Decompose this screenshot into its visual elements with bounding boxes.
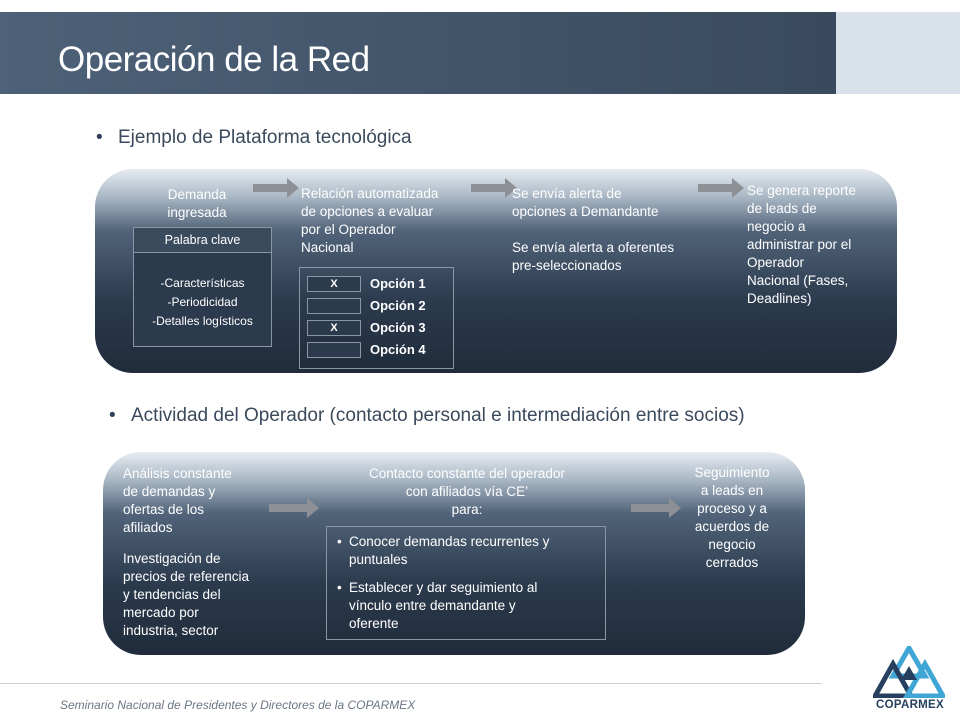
text-line: con afiliados vía CE’: [405, 484, 529, 499]
text-line: y tendencias del: [123, 587, 221, 602]
text-line: negocio: [708, 537, 756, 552]
text-line: Investigación de: [123, 551, 221, 566]
text-line: Conocer demandas recurrentes y: [349, 534, 550, 549]
contact-purpose-item: [337, 533, 599, 569]
operator-contact-heading: [336, 465, 598, 519]
bullet-dot: •: [337, 534, 342, 549]
text-line: negocio a: [747, 219, 806, 234]
text-line: acuerdos de: [694, 519, 770, 534]
text-line: Se envía alerta de: [512, 186, 622, 201]
option-checkbox[interactable]: [307, 342, 361, 358]
keyword-item: -Detalles logísticos: [152, 314, 253, 328]
demand-entered-title: [145, 186, 249, 222]
text-line: Se envía alerta a oferentes: [512, 240, 675, 255]
text-line: de demandas y: [123, 484, 216, 499]
flow-arrow-icon: [631, 504, 669, 512]
contact-purposes-box: [326, 526, 606, 640]
flow-arrow-icon: [253, 184, 287, 192]
lead-followup-text: [678, 464, 786, 572]
option-label: Opción 1: [370, 276, 426, 291]
text-line: Deadlines): [747, 291, 812, 306]
report-generation-text: [747, 182, 887, 308]
option-checkbox[interactable]: [307, 298, 361, 314]
text-line: pre-seleccionados: [512, 258, 622, 273]
text-line: ofertas de los: [123, 502, 205, 517]
demand-title-line: Demanda: [167, 187, 227, 202]
footer-caption: Seminario Nacional de Presidentes y Directores de la COPARMEX: [60, 698, 416, 712]
text-line: de leads de: [747, 201, 817, 216]
text-line: cerrados: [705, 555, 759, 570]
text-line: opciones a Demandante: [512, 204, 659, 219]
flow-arrow-icon: [269, 504, 307, 512]
demand-analysis-text: [123, 465, 283, 537]
text-line: afiliados: [123, 520, 173, 535]
text-line: mercado por: [123, 605, 199, 620]
text-line: Contacto constante del operador: [369, 466, 565, 481]
coparmex-logo-icon: [873, 646, 945, 698]
alert-demandante-text: [512, 185, 722, 221]
coparmex-logo-text: COPARMEX: [876, 699, 944, 711]
automated-options-text: [301, 185, 481, 257]
bullet-dot: •: [96, 127, 103, 148]
text-line: a leads en: [700, 483, 764, 498]
bullet-text: Ejemplo de Plataforma tecnológica: [118, 127, 412, 148]
text-line: Seguimiento: [694, 465, 770, 480]
keyword-item: -Características: [160, 276, 245, 290]
title-bar-accent: [836, 12, 960, 94]
bullet-text: Actividad del Operador (contacto personal e intermediación entre socios): [131, 405, 745, 426]
option-checkbox[interactable]: X: [307, 320, 361, 336]
text-line: Establecer y dar seguimiento al: [349, 580, 538, 595]
keyword-item: -Periodicidad: [167, 295, 238, 309]
text-line: vínculo entre demandante y: [349, 598, 516, 613]
bullet-dot: •: [337, 580, 342, 595]
footer-divider: [0, 683, 822, 684]
slide-title: Operación de la Red: [58, 40, 370, 79]
option-checkbox[interactable]: X: [307, 276, 361, 292]
option-label: Opción 4: [370, 342, 426, 357]
text-line: de opciones a evaluar: [301, 204, 434, 219]
flow-arrow-icon: [471, 184, 505, 192]
flow-arrow-icon: [698, 184, 732, 192]
text-line: puntuales: [349, 552, 408, 567]
keyword-header: Palabra clave: [134, 228, 271, 253]
bullet-platform-example: [96, 126, 412, 150]
text-line: por el Operador: [301, 222, 396, 237]
text-line: para:: [451, 502, 483, 517]
demand-title-line: ingresada: [167, 205, 227, 220]
option-label: Opción 3: [370, 320, 426, 335]
text-line: industria, sector: [123, 623, 219, 638]
options-list: [299, 267, 454, 369]
bullet-operator-activity: [109, 404, 745, 428]
text-line: administrar por el: [747, 237, 852, 252]
text-line: proceso y a: [697, 501, 767, 516]
contact-purpose-item: [337, 579, 599, 633]
text-line: precios de referencia: [123, 569, 250, 584]
text-line: Relación automatizada: [301, 186, 439, 201]
keyword-box: [133, 227, 272, 347]
price-research-text: [123, 550, 283, 640]
option-label: Opción 2: [370, 298, 426, 313]
text-line: oferente: [349, 616, 399, 631]
text-line: Operador: [747, 255, 805, 270]
alert-oferentes-text: [512, 239, 722, 275]
bullet-dot: •: [109, 405, 116, 426]
text-line: Se genera reporte: [747, 183, 856, 198]
text-line: Nacional (Fases,: [747, 273, 849, 288]
text-line: Análisis constante: [123, 466, 232, 481]
text-line: Nacional: [301, 240, 354, 255]
